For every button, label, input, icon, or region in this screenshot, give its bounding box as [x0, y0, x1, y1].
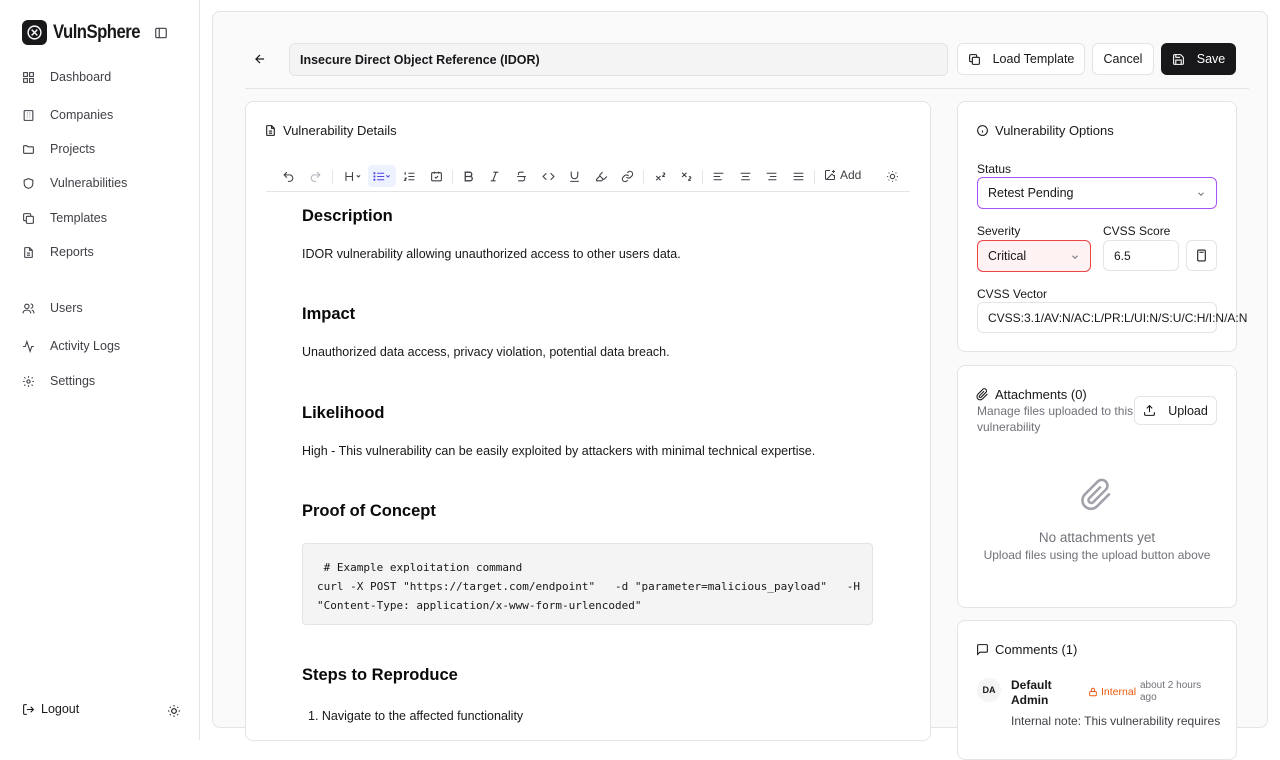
add-label: Add	[840, 168, 862, 182]
brand[interactable]	[22, 20, 152, 45]
badge-label: Internal	[1101, 686, 1137, 698]
code-line: "Content-Type: application/x-www-form-urlencoded"	[317, 599, 642, 612]
gear-icon	[22, 375, 35, 388]
sidebar-item-dashboard[interactable]	[22, 67, 111, 87]
sidebar-item-settings[interactable]	[22, 371, 95, 391]
description-heading: Description	[302, 207, 393, 225]
cvss-vector-input[interactable]: CVSS:3.1/AV:N/AC:L/PR:L/UI:N/S:U/C:H/I:N/A:N	[977, 302, 1217, 333]
link-icon[interactable]	[619, 168, 635, 184]
superscript-icon[interactable]	[652, 168, 668, 184]
card-header	[976, 642, 1077, 657]
calculator-icon	[1195, 249, 1208, 262]
load-template-button[interactable]	[957, 43, 1085, 75]
comment-author	[1011, 678, 1052, 708]
author-line: Admin	[1011, 693, 1049, 707]
sidebar-item-activity-logs[interactable]	[22, 336, 120, 356]
empty-hint: Upload files using the upload button above	[983, 548, 1211, 562]
toolbar-separator	[702, 170, 703, 184]
undo-icon[interactable]	[280, 168, 296, 184]
cvss-score-input[interactable]: 6.5	[1103, 240, 1179, 271]
comments-card	[957, 620, 1237, 760]
impact-heading: Impact	[302, 305, 356, 323]
description-text: IDOR vulnerability allowing unauthorized access to other users data.	[302, 247, 681, 261]
theme-toggle-sun-icon[interactable]	[167, 704, 181, 718]
status-select[interactable]	[977, 177, 1217, 209]
empty-title: No attachments yet	[1038, 530, 1156, 545]
card-header	[264, 123, 397, 138]
shield-icon	[22, 177, 35, 190]
cancel-button[interactable]: Cancel	[1092, 43, 1154, 75]
toolbar-separator	[332, 170, 333, 184]
align-right-icon[interactable]	[763, 168, 779, 184]
upload-button[interactable]	[1134, 396, 1217, 425]
italic-icon[interactable]	[486, 168, 502, 184]
avatar: DA	[977, 678, 1001, 702]
align-left-icon[interactable]	[710, 168, 726, 184]
chevron-down-icon	[1196, 189, 1206, 199]
file-icon	[22, 246, 35, 259]
strikethrough-icon[interactable]	[513, 168, 529, 184]
code-icon[interactable]	[540, 168, 556, 184]
bold-icon[interactable]	[460, 168, 476, 184]
logout-icon	[22, 703, 35, 716]
sidebar-item-label: Projects	[50, 142, 96, 156]
likelihood-text: High - This vulnerability can be easily exploited by attackers with minimal technical expertise.	[302, 444, 816, 458]
image-plus-icon	[824, 169, 836, 181]
logout-label: Logout	[41, 702, 80, 716]
align-center-icon[interactable]	[737, 168, 753, 184]
attachments-subtitle-line: vulnerability	[977, 420, 1041, 434]
cvss-score-label: CVSS Score	[1103, 224, 1171, 238]
sidebar-item-projects[interactable]	[22, 139, 95, 159]
info-icon	[976, 124, 989, 137]
save-label: Save	[1196, 52, 1226, 66]
status-label: Status	[977, 162, 1012, 176]
sidebar-item-label: Vulnerabilities	[50, 176, 128, 190]
load-template-label: Load Template	[992, 52, 1075, 66]
lock-icon	[1088, 687, 1098, 697]
sidebar-item-templates[interactable]	[22, 208, 107, 228]
sidebar-item-label: Users	[50, 301, 83, 315]
chevron-down-icon	[1070, 252, 1080, 262]
toolbar-separator	[452, 170, 453, 184]
sidebar-item-label: Settings	[50, 374, 96, 388]
sidebar-item-label: Activity Logs	[50, 339, 121, 353]
upload-label: Upload	[1168, 403, 1208, 418]
poc-code-block	[302, 543, 873, 625]
attachments-subtitle-line: Manage files uploaded to this	[977, 404, 1134, 418]
sidebar-item-label: Templates	[50, 211, 107, 225]
document-icon	[264, 124, 277, 137]
sidebar	[0, 0, 200, 740]
vulnerability-details-card	[245, 101, 931, 741]
sidebar-item-label: Companies	[50, 108, 114, 122]
cvss-vector-label: CVSS Vector	[977, 287, 1048, 301]
sidebar-item-users[interactable]	[22, 298, 83, 318]
attachments-title: Attachments (0)	[995, 387, 1087, 402]
bullet-list-dropdown-icon[interactable]	[368, 165, 396, 187]
task-list-icon[interactable]	[428, 168, 444, 184]
main-panel	[212, 11, 1268, 728]
sidebar-item-label: Reports	[50, 245, 94, 259]
heading-dropdown-icon[interactable]	[342, 168, 364, 184]
copy-icon	[968, 53, 981, 66]
vulnerability-options-card	[957, 101, 1248, 352]
page-header	[213, 12, 1269, 89]
save-icon	[1172, 53, 1185, 66]
sidebar-item-vulnerabilities[interactable]	[22, 173, 127, 193]
comment-timestamp	[1140, 680, 1201, 704]
severity-select[interactable]	[977, 240, 1091, 272]
header-divider	[245, 88, 1249, 89]
folder-icon	[22, 143, 35, 156]
sidebar-item-reports[interactable]	[22, 242, 94, 262]
severity-value: Critical	[988, 249, 1027, 263]
subscript-icon[interactable]	[678, 168, 694, 184]
building-icon	[22, 109, 35, 122]
back-arrow-icon[interactable]	[253, 52, 267, 66]
sidebar-item-label: Dashboard	[50, 70, 112, 84]
upload-icon	[1143, 404, 1156, 417]
toolbar-separator	[814, 170, 815, 184]
cvss-calculator-button[interactable]	[1186, 240, 1217, 271]
card-header	[976, 387, 1087, 402]
card-title: Vulnerability Details	[283, 123, 397, 138]
activity-icon	[22, 340, 35, 353]
paperclip-icon	[976, 388, 989, 401]
likelihood-heading: Likelihood	[302, 404, 385, 422]
underline-icon[interactable]	[566, 168, 582, 184]
code-line: curl -X POST "https://target.com/endpoint" -d "parameter=malicious_payload" -H	[317, 580, 861, 593]
comment-icon	[976, 643, 989, 656]
logout-button[interactable]	[22, 702, 79, 716]
time-line: ago	[1140, 692, 1157, 703]
poc-heading: Proof of Concept	[302, 502, 436, 520]
sun-icon[interactable]	[884, 168, 900, 184]
redo-icon[interactable]	[307, 168, 323, 184]
copy-icon	[22, 212, 35, 225]
steps-heading: Steps to Reproduce	[302, 666, 458, 684]
comment-text: Internal note: This vulnerability requires	[1011, 714, 1221, 728]
impact-text: Unauthorized data access, privacy violation, potential data breach.	[302, 345, 670, 359]
severity-label: Severity	[977, 224, 1021, 238]
sidebar-toggle-icon[interactable]	[154, 26, 168, 40]
logo-icon	[22, 20, 47, 45]
steps-list-item: 1. Navigate to the affected functionality	[308, 709, 524, 723]
internal-badge	[1088, 686, 1136, 698]
dashboard-icon	[22, 71, 35, 84]
code-line: # Example exploitation command	[317, 561, 523, 574]
card-header	[976, 123, 1114, 138]
brand-name: VulnSphere	[53, 21, 141, 43]
sidebar-item-companies[interactable]	[22, 105, 113, 125]
toolbar-separator	[643, 170, 644, 184]
add-image-button[interactable]	[824, 168, 861, 182]
card-title: Vulnerability Options	[995, 123, 1114, 138]
author-line: Default	[1011, 678, 1052, 692]
attachments-card	[957, 365, 1237, 608]
status-value: Retest Pending	[988, 186, 1074, 200]
save-button[interactable]	[1161, 43, 1236, 75]
vulnerability-title-input[interactable]: Insecure Direct Object Reference (IDOR)	[289, 43, 948, 76]
time-line: about 2 hours	[1140, 680, 1202, 691]
highlighter-icon[interactable]	[593, 168, 609, 184]
editor-toolbar	[266, 162, 910, 192]
paperclip-empty-icon	[1080, 478, 1114, 512]
align-justify-icon[interactable]	[790, 168, 806, 184]
comments-title: Comments (1)	[995, 642, 1078, 657]
ordered-list-icon[interactable]	[401, 168, 417, 184]
users-icon	[22, 302, 35, 315]
